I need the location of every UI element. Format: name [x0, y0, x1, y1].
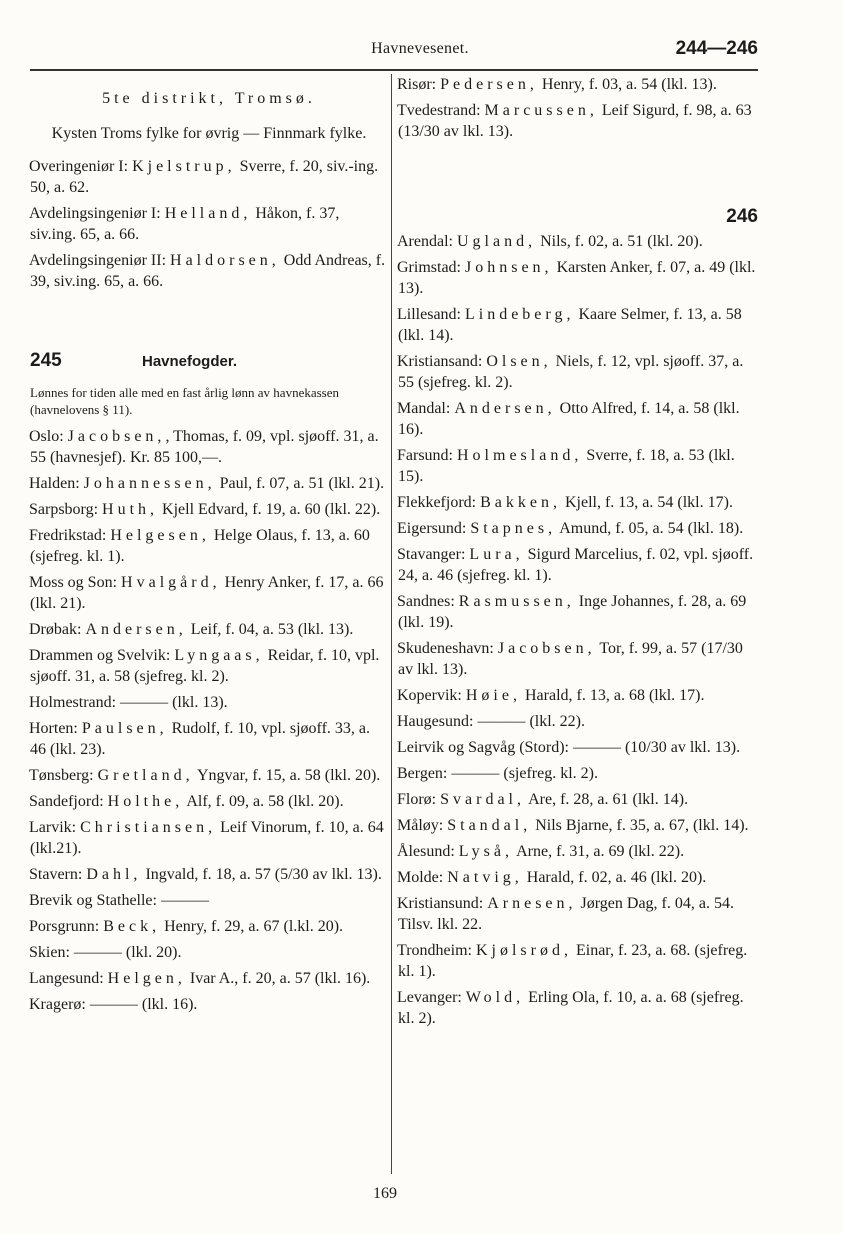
harbour-master-entry [30, 718, 388, 760]
entry-place: Kragerø: [29, 996, 90, 1013]
harbour-master-entry [398, 815, 758, 836]
entry-surname: Dahl, [86, 866, 142, 883]
entry-place: Sandnes: [397, 593, 459, 610]
section-number: 245 [30, 350, 62, 371]
entry-place: Skien: [29, 944, 74, 961]
harbour-master-entry [398, 987, 758, 1029]
section-heading-245 [30, 350, 388, 372]
harbour-master-entry [30, 942, 388, 963]
entry-place: Molde: [397, 869, 448, 886]
entry-surname: Standal, [447, 817, 532, 834]
entry-surname: Jacobsen, [67, 428, 166, 445]
entry-surname: Johnsen, [465, 259, 553, 276]
entry-place: Mandal: [397, 400, 455, 417]
entry-surname: Helgen, [107, 970, 186, 987]
entry-surname: Olsen, [486, 353, 552, 370]
entry-details: Niels, f. 12, vpl. sjøoff. 37, a. 55 (sjefreg. kl. 2). [398, 353, 744, 391]
harbour-master-entry [30, 426, 388, 468]
entry-details: Harald, f. 13, a. 68 (lkl. 17). [520, 687, 705, 704]
entry-place: Langesund: [29, 970, 108, 987]
harbour-master-entry [398, 518, 758, 539]
entry-details: Paul, f. 07, a. 51 (lkl. 21). [215, 475, 385, 492]
entry-surname: Paulsen, [81, 720, 168, 737]
entry-details: ——— (lkl. 22). [477, 713, 585, 730]
entry-details: Amund, f. 05, a. 54 (lkl. 18). [556, 520, 744, 537]
entry-surname: Holthe, [107, 793, 184, 810]
entry-surname: Lindeberg, [464, 306, 575, 323]
entry-place: Arendal: [397, 233, 457, 250]
entry-details: Jørgen Dag, f. 04, a. 54. Tilsv. lkl. 22. [398, 895, 734, 933]
harbour-master-entry [398, 351, 758, 393]
running-header-range: 244—246 [675, 38, 758, 59]
harbour-master-entry [30, 817, 388, 859]
entry-place: Risør: [397, 76, 441, 93]
entry-place: Horten: [29, 720, 82, 737]
entry-place: Halden: [29, 475, 84, 492]
harbour-master-entry [30, 525, 388, 567]
entry-details: Leif, f. 04, a. 53 (lkl. 13). [186, 621, 354, 638]
entry-details: Kaare Selmer, f. 13, a. 58 (lkl. 14). [398, 306, 742, 344]
harbour-master-entry [398, 100, 758, 142]
entry-surname: Natvig, [447, 869, 523, 886]
harbour-master-entry [30, 645, 388, 687]
harbour-master-entry [30, 572, 388, 614]
entry-place: Grimstad: [397, 259, 465, 276]
entry-surname: Andersen, [454, 400, 556, 417]
entry-place: Tønsberg: [29, 767, 98, 784]
entry-place: Stavern: [29, 866, 87, 883]
entry-details: ——— (sjefreg. kl. 2). [451, 765, 598, 782]
entry-details: Kjell, f. 13, a. 54 (lkl. 17). [560, 494, 733, 511]
harbour-master-entry [398, 841, 758, 862]
entry-place: Moss og Son: [29, 574, 122, 591]
entry-surname: Huth, [102, 501, 159, 518]
harbour-master-entry [398, 398, 758, 440]
harbour-master-entry [398, 763, 758, 784]
entry-details: , Thomas, f. 09, vpl. sjøoff. 31, a. 55 (havnesjef). Kr. 85 100,—. [30, 428, 379, 466]
harbour-master-entry [398, 304, 758, 346]
entry-surname: Beck, [103, 918, 161, 935]
entry-surname: Pedersen, [440, 76, 538, 93]
entry-place: Porsgrunn: [29, 918, 104, 935]
harbour-master-list-246 [398, 231, 758, 1029]
entry-details: Henry, f. 03, a. 54 (lkl. 13). [537, 76, 717, 93]
entry-surname: Stapnes, [470, 520, 557, 537]
entry-details: Rudolf, f. 10, vpl. sjøoff. 33, a. 46 (lkl. 23). [30, 720, 371, 758]
entry-surname: Marcussen, [484, 102, 598, 119]
entry-place: Fredrikstad: [29, 527, 111, 544]
entry-surname: Lura, [469, 546, 524, 563]
entry-place: Sarpsborg: [29, 501, 103, 518]
page-number: 169 [373, 1185, 397, 1202]
entry-details: Nils, f. 02, a. 51 (lkl. 20). [536, 233, 703, 250]
entry-place: Holmestrand: [29, 694, 121, 711]
entry-place: Drammen og Svelvik: [29, 647, 175, 664]
entry-details: Otto Alfred, f. 14, a. 58 (lkl. 16). [398, 400, 740, 438]
entry-place: Ålesund: [397, 843, 459, 860]
entry-surname: Wold, [465, 989, 525, 1006]
entry-place: Brevik og Stathelle: [29, 892, 161, 909]
district-coverage: Kysten Troms fylke for øvrig — Finnmark fylke. [51, 125, 367, 142]
entry-surname: Lyngaas, [174, 647, 264, 664]
entry-place: Drøbak: [29, 621, 86, 638]
entry-details: ——— (lkl. 16). [89, 996, 198, 1013]
harbour-master-entry [30, 619, 388, 640]
entry-place: Larvik: [29, 819, 81, 836]
staff-entry: Avdelingsingeniør II: Haldorsen, Odd Andreas, f. 39, siv.ing. 65, a. 66. [29, 252, 386, 290]
entry-place: Flekkefjord: [397, 494, 481, 511]
harbour-master-entry [30, 791, 388, 812]
entry-place: Levanger: [397, 989, 466, 1006]
entry-surname: Kjølsrød, [475, 942, 572, 959]
right-column [398, 74, 758, 1034]
entry-place: Kristiansand: [397, 353, 487, 370]
entry-details: Alf, f. 09, a. 58 (lkl. 20). [183, 793, 344, 810]
entry-place: Eigersund: [397, 520, 471, 537]
harbour-master-entry [398, 74, 758, 95]
entry-surname: Jacobsen, [497, 640, 596, 657]
entry-details: Sverre, f. 18, a. 53 (lkl. 15). [398, 447, 735, 485]
entry-place: Leirvik og Sagvåg (Stord): [397, 739, 573, 756]
staff-entry: Overingeniør I: Kjelstrup, Sverre, f. 20, siv.-ing. 50, a. 62. [29, 158, 379, 196]
entry-details: Kjell Edvard, f. 19, a. 60 (lkl. 22). [158, 501, 381, 518]
entry-details: Inge Johannes, f. 28, a. 69 (lkl. 19). [398, 593, 747, 631]
entry-details: ——— (10/30 av lkl. 13). [572, 739, 741, 756]
entry-details: Ivar A., f. 20, a. 57 (lkl. 16). [185, 970, 371, 987]
entry-details: ——— (lkl. 13). [120, 694, 228, 711]
column-divider [391, 74, 392, 1174]
entry-place: Bergen: [397, 765, 452, 782]
harbour-master-entry [398, 544, 758, 586]
harbour-master-entry [30, 994, 388, 1015]
entry-details: Leif Vinorum, f. 10, a. 64 (lkl.21). [30, 819, 384, 857]
entry-surname: Andersen, [85, 621, 187, 638]
harbour-master-entry [398, 867, 758, 888]
harbour-master-entry [30, 916, 388, 937]
entry-surname: Christiansen, [80, 819, 217, 836]
entry-place: Tvedestrand: [397, 102, 485, 119]
entry-details: Harald, f. 02, a. 46 (lkl. 20). [522, 869, 707, 886]
harbour-master-entry [398, 257, 758, 299]
harbour-master-entry [398, 638, 758, 680]
entry-place: Måløy: [397, 817, 448, 834]
entry-place: Trondheim: [397, 942, 476, 959]
entry-details: Henry, f. 29, a. 67 (l.kl. 20). [160, 918, 344, 935]
district-title: 5te distrikt, Tromsø. [102, 90, 316, 107]
harbour-master-entry [398, 737, 758, 758]
entry-place: Kopervik: [397, 687, 466, 704]
entry-surname: Ugland, [456, 233, 537, 250]
harbour-master-entry [398, 711, 758, 732]
entry-details: ——— (lkl. 20). [73, 944, 182, 961]
harbour-master-entry [30, 864, 388, 885]
harbour-master-entry [398, 591, 758, 633]
entry-details: Karsten Anker, f. 07, a. 49 (lkl. 13). [398, 259, 756, 297]
entry-details: Helge Olaus, f. 13, a. 60 (sjefreg. kl. 1). [30, 527, 370, 565]
entry-details: Henry Anker, f. 17, a. 66 (lkl. 21). [30, 574, 384, 612]
entry-surname: Lyså, [458, 843, 513, 860]
entry-details: Tor, f. 99, a. 57 (17/30 av lkl. 13). [398, 640, 743, 678]
harbour-master-entry [398, 445, 758, 487]
entry-place: Kristiansund: [397, 895, 488, 912]
staff-entry: Avdelingsingeniør I: Helland, Håkon, f. 37, siv.ing. 65, a. 66. [29, 205, 340, 243]
harbour-master-list-continued [398, 74, 758, 142]
entry-details: ——— [160, 892, 209, 909]
harbour-master-entry [398, 492, 758, 513]
harbour-master-entry [398, 685, 758, 706]
entry-surname: Arnesen, [487, 895, 577, 912]
running-header-title: Havnevesenet. [371, 40, 469, 57]
entry-details: Reidar, f. 10, vpl. sjøoff. 31, a. 58 (sjefreg. kl. 2). [30, 647, 380, 685]
entry-place: Oslo: [29, 428, 68, 445]
entry-details: Erling Ola, f. 10, a. a. 68 (sjefreg. kl. 2). [398, 989, 744, 1027]
entry-details: Ingvald, f. 18, a. 57 (5/30 av lkl. 13). [141, 866, 382, 883]
harbour-master-entry [398, 789, 758, 810]
section-title: Havnefogder. [142, 353, 238, 370]
harbour-master-list [30, 426, 388, 1015]
section-note: Lønnes for tiden alle med en fast årlig lønn av havnekassen (havnelovens § 11). [30, 385, 340, 417]
entry-details: Sigurd Marcelius, f. 02, vpl. sjøoff. 24, a. 46 (sjefreg. kl. 1). [398, 546, 754, 584]
harbour-master-entry [30, 499, 388, 520]
entry-place: Stavanger: [397, 546, 470, 563]
entry-surname: Johannessen, [83, 475, 216, 492]
harbour-master-entry [398, 231, 758, 252]
entry-details: Are, f. 28, a. 61 (lkl. 14). [525, 791, 689, 808]
entry-surname: Gretland, [97, 767, 194, 784]
entry-details: Nils Bjarne, f. 35, a. 67, (lkl. 14). [531, 817, 749, 834]
entry-details: Yngvar, f. 15, a. 58 (lkl. 20). [193, 767, 381, 784]
entry-surname: Holmesland, [457, 447, 583, 464]
harbour-master-entry [30, 692, 388, 713]
section-number-246: 246 [726, 206, 758, 227]
entry-place: Florø: [397, 791, 441, 808]
entry-surname: Hvalgård, [121, 574, 221, 591]
entry-surname: Bakken, [480, 494, 561, 511]
harbour-master-entry [398, 940, 758, 982]
header-rule [30, 69, 758, 71]
harbour-master-entry [30, 968, 388, 989]
left-column [30, 74, 388, 1020]
harbour-master-entry [30, 890, 388, 911]
entry-surname: Helgesen, [110, 527, 210, 544]
harbour-master-entry [30, 765, 388, 786]
harbour-master-entry [30, 473, 388, 494]
entry-surname: Svardal, [440, 791, 525, 808]
entry-place: Farsund: [397, 447, 457, 464]
entry-place: Haugesund: [397, 713, 478, 730]
entry-details: Arne, f. 31, a. 69 (lkl. 22). [513, 843, 685, 860]
entry-details: Einar, f. 23, a. 68. (sjefreg. kl. 1). [398, 942, 748, 980]
entry-surname: Rasmussen, [458, 593, 575, 610]
entry-place: Skudeneshavn: [397, 640, 498, 657]
entry-place: Lillesand: [397, 306, 465, 323]
entry-details: Leif Sigurd, f. 98, a. 63 (13/30 av lkl. 13). [398, 102, 752, 140]
harbour-master-entry [398, 893, 758, 935]
entry-place: Sandefjord: [29, 793, 108, 810]
entry-surname: Høie, [465, 687, 521, 704]
